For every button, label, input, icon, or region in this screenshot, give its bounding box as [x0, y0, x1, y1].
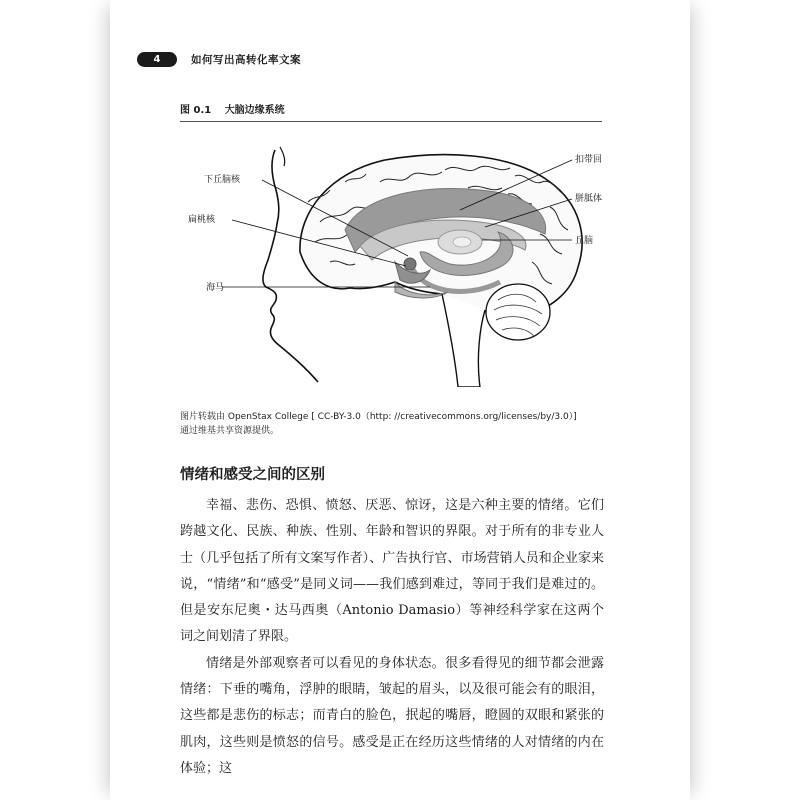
figure-title: 大脑边缘系统: [224, 105, 285, 116]
label-hypothalamus: 下丘脑核: [204, 175, 241, 185]
figure-number: 图 0.1: [180, 105, 212, 116]
section-title: 情绪和感受之间的区别: [180, 467, 325, 483]
label-cingulate: 扣带回: [575, 155, 603, 165]
label-thalamus: 丘脑: [575, 236, 594, 246]
page-header: [137, 50, 301, 68]
book-page: [110, 0, 690, 800]
paragraph: 幸福、悲伤、恐惧、愤怒、厌恶、惊讶，这是六种主要的情绪。它们跨越文化、民族、种族、性别、年龄和智识的界限。对于所有的非专业人士（几乎包括了所有文案写作者）、广告执行官、市场营销人员和企业家来说，“情绪”和“感受”是同义词——我们感到难过，等同于我们是难过的。但是安东尼奥・达马西奥（Antonio Damasio）等神经科学家在这两个词之间划清了界限。: [180, 498, 604, 645]
brain-illustration: [180, 142, 602, 387]
figure-caption: [180, 101, 602, 122]
credit-line-1: 图片转载由 OpenStax College [ CC-BY-3.0（http: //creativecommons.org/licenses/by/3.0）]: [180, 412, 577, 422]
label-corpus-callosum: 胼胝体: [575, 194, 603, 204]
paragraph: 情绪是外部观察者可以看见的身体状态。很多看得见的细节都会泄露情绪：下垂的嘴角，浮肿的眼睛，皱起的眉头，以及很可能会有的眼泪，这些都是悲伤的标志；而青白的脸色，抿起的嘴唇，瞪圆的双眼和紧张的肌肉，这些则是愤怒的信号。感受是正在经历这些情绪的人对情绪的内在体验；这: [180, 655, 604, 776]
head-top-line: [280, 147, 285, 166]
label-amygdala: 扁桃核: [188, 215, 216, 225]
body-text: [180, 493, 604, 782]
brainstem: [442, 294, 485, 387]
label-hippocampus: 海马: [206, 283, 225, 293]
figure-credit: [180, 410, 620, 438]
brain-diagram: [180, 142, 602, 387]
credit-line-2: 通过维基共享资源提供。: [180, 426, 280, 436]
running-title: 如何写出高转化率文案: [191, 53, 301, 66]
cerebellum: [486, 284, 550, 340]
amygdala-shape: [404, 258, 416, 270]
page-number-badge: 4: [137, 52, 177, 67]
